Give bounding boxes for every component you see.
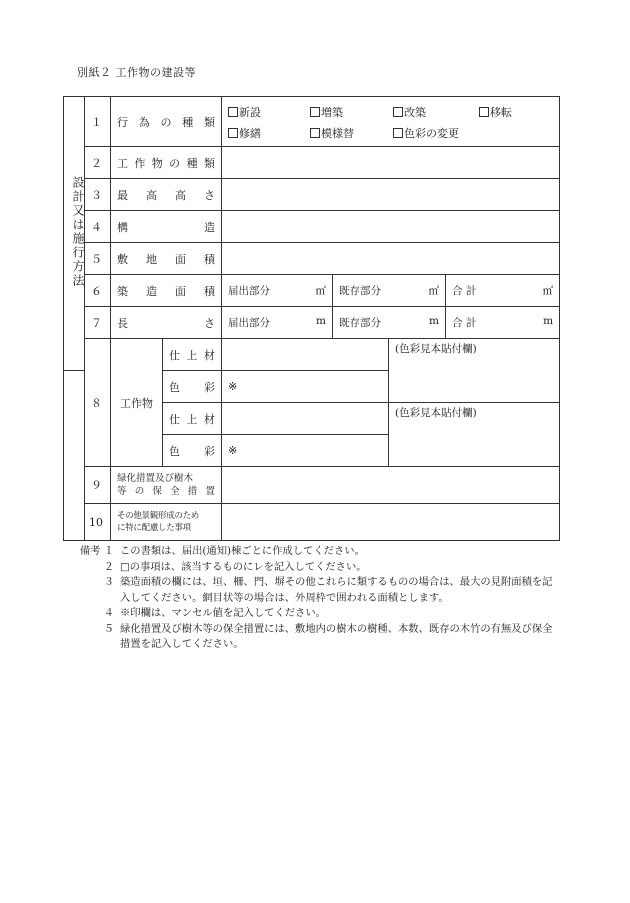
- length-total-field[interactable]: 合 計 m: [446, 307, 560, 339]
- unit: ㎡: [542, 285, 554, 297]
- notes-label: 備考: [79, 545, 101, 557]
- checkbox-relocation[interactable]: 移転: [479, 104, 549, 120]
- row-label: [111, 147, 222, 179]
- side-label-cell: [64, 97, 85, 371]
- row-number: ７: [85, 307, 111, 339]
- row-other-considerations: [64, 504, 560, 541]
- length-existing-field[interactable]: 既存部分 m: [333, 307, 446, 339]
- construction-form-table: [63, 96, 560, 541]
- area-existing-field[interactable]: 既存部分 ㎡: [333, 275, 446, 307]
- structure-type-field[interactable]: [222, 147, 560, 179]
- row-max-height: [64, 179, 560, 211]
- area-submitted-field[interactable]: 届出部分 ㎡: [222, 275, 333, 307]
- unit: m: [316, 315, 326, 327]
- structure-type-label: 工 作 物 の 種 類: [117, 156, 215, 170]
- row-number: ４: [85, 211, 111, 243]
- action-type-label: 行 為 の 種 類: [117, 115, 215, 129]
- finish-label: [163, 403, 222, 435]
- site-area-field[interactable]: [222, 243, 560, 275]
- checkbox-icon: [310, 128, 320, 138]
- row-number: ６: [85, 275, 111, 307]
- munsell-mark: ※: [228, 444, 238, 457]
- row-length: [64, 307, 560, 339]
- greening-label-line1: 緑化措置及び樹木: [117, 473, 194, 484]
- color-swatch-area-2: (色彩見本貼付欄): [389, 403, 560, 467]
- row-number: ３: [85, 179, 111, 211]
- row-structure-finish-1: [64, 339, 560, 371]
- color-label: [163, 371, 222, 403]
- side-label-cell-lower: [64, 371, 85, 541]
- row-number: ８: [85, 339, 111, 467]
- checkbox-icon: [228, 128, 238, 138]
- other-label-line1: その他景観形成のため: [117, 511, 200, 521]
- greening-label-line2: 等 の 保 全 措 置: [117, 486, 215, 497]
- other-considerations-field[interactable]: [222, 504, 560, 541]
- row-building-area: [64, 275, 560, 307]
- row-construction: [64, 211, 560, 243]
- row-structure-type: [64, 147, 560, 179]
- length-label: 長 さ: [117, 316, 215, 330]
- color-label-text: 色 彩: [169, 444, 215, 458]
- note-item: ３ 築造面積の欄には、垣、柵、門、塀その他これらに類するものの場合は、最大の見附面積を記入してください。網目状等の場合は、外周枠で囲われる面積とします。: [103, 576, 553, 604]
- unit: m: [429, 315, 439, 327]
- row-number: ９: [85, 467, 111, 504]
- checkbox-extension[interactable]: 増築: [310, 104, 393, 120]
- finish-field-1[interactable]: [222, 339, 389, 371]
- row-number: ２: [85, 147, 111, 179]
- unit: ㎡: [315, 285, 326, 297]
- finish-label-text: 仕 上 材: [169, 412, 215, 426]
- checkbox-icon: [393, 128, 403, 138]
- row-site-area: [64, 243, 560, 275]
- row-label: [111, 467, 222, 504]
- checkbox-new[interactable]: 新設: [228, 104, 310, 120]
- length-submitted-field[interactable]: 届出部分 m: [222, 307, 333, 339]
- note-item: ４ ※印欄は、マンセル値を記入してください。: [103, 607, 326, 619]
- color-label: [163, 435, 222, 467]
- greening-field[interactable]: [222, 467, 560, 504]
- color-swatch-area-1: (色彩見本貼付欄): [389, 339, 560, 403]
- checkbox-icon: [479, 107, 489, 117]
- row-greening: [64, 467, 560, 504]
- unit: ㎡: [428, 285, 439, 297]
- row-number: １: [85, 97, 111, 147]
- side-label: 設計又は施行方法: [71, 176, 85, 288]
- finish-label: [163, 339, 222, 371]
- note-item: ５ 緑化措置及び樹木等の保全措置には、敷地内の樹木の樹種、本数、既存の木竹の有無及び保全措置を記入してください。: [103, 622, 553, 650]
- checkbox-rebuild[interactable]: 改築: [393, 104, 479, 120]
- row-label: [111, 97, 222, 147]
- max-height-label: 最 高 高 さ: [117, 188, 215, 202]
- checkbox-repair[interactable]: 修繕: [228, 125, 310, 141]
- construction-field[interactable]: [222, 211, 560, 243]
- row-label: [111, 307, 222, 339]
- color-field-2[interactable]: [222, 435, 389, 467]
- max-height-field[interactable]: [222, 179, 560, 211]
- checkbox-remodel[interactable]: 模様替: [310, 125, 393, 141]
- note-item: 備考 １ この書類は、届出(通知)棟ごとに作成してください。: [79, 545, 365, 557]
- checkbox-icon: [310, 107, 320, 117]
- row-number: ５: [85, 243, 111, 275]
- notes-section: [77, 544, 555, 653]
- note-item: ２ □の事項は、該当するものにレを記入してください。: [103, 560, 367, 573]
- site-area-label: 敷 地 面 積: [117, 252, 215, 266]
- building-area-label: 築 造 面 積: [117, 284, 215, 298]
- row-number: 10: [85, 504, 111, 541]
- row-label: [111, 504, 222, 541]
- page-title: 別紙２ 工作物の建設等: [77, 66, 196, 79]
- construction-label: 構 造: [117, 220, 215, 234]
- checkbox-icon: [393, 107, 403, 117]
- other-label-line2: に特に配慮した事項: [117, 523, 191, 533]
- structure-label: 工作物: [111, 339, 163, 467]
- row-label: [111, 275, 222, 307]
- checkbox-color-change[interactable]: 色彩の変更: [393, 125, 479, 141]
- checkbox-icon: [228, 107, 238, 117]
- row-label: [111, 243, 222, 275]
- row-action-type: [64, 97, 560, 147]
- unit: m: [543, 315, 554, 327]
- color-label-text: 色 彩: [169, 380, 215, 394]
- action-type-options: [222, 97, 560, 147]
- area-total-field[interactable]: 合 計 ㎡: [446, 275, 560, 307]
- munsell-mark: ※: [228, 380, 238, 393]
- finish-field-2[interactable]: [222, 403, 389, 435]
- row-label: [111, 211, 222, 243]
- row-label: [111, 179, 222, 211]
- finish-label-text: 仕 上 材: [169, 348, 215, 362]
- color-field-1[interactable]: [222, 371, 389, 403]
